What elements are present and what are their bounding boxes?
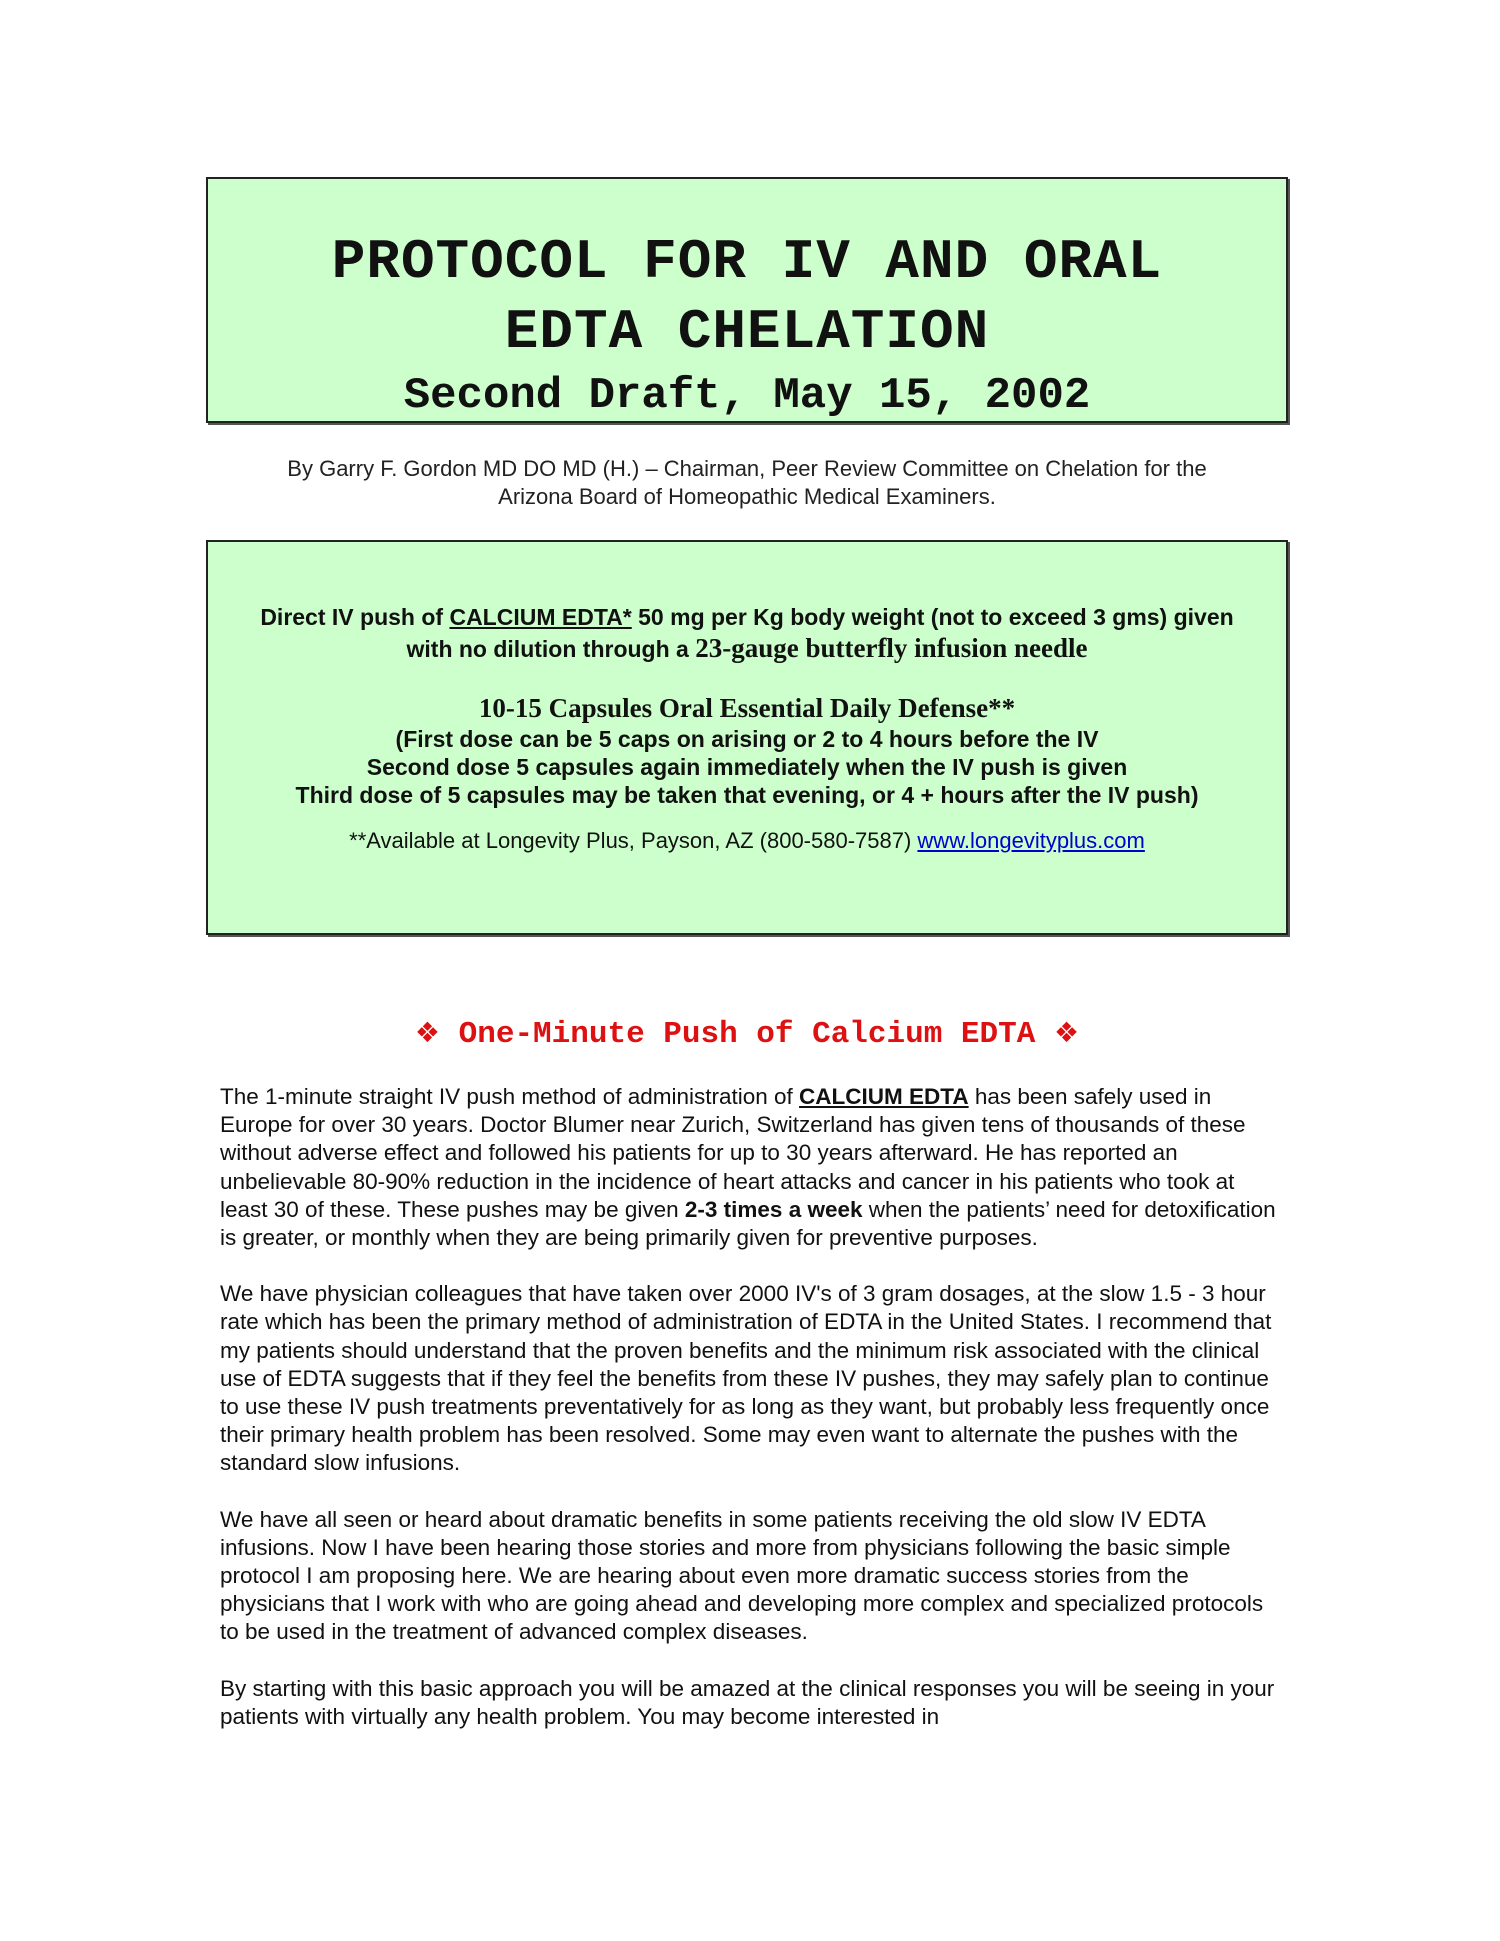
title-line-2: EDTA CHELATION bbox=[504, 300, 990, 364]
longevity-plus-link[interactable]: www.longevityplus.com bbox=[917, 828, 1145, 853]
body-text bbox=[220, 1083, 1282, 1759]
section-heading bbox=[206, 1013, 1288, 1055]
capsules-heading: 10-15 Capsules Oral Essential Daily Defense** bbox=[478, 693, 1016, 723]
dosage-box bbox=[206, 540, 1288, 935]
iv-push-prefix: Direct IV push of bbox=[260, 604, 450, 630]
paragraph-1-text-b: has been safely used in Europe for over 30 years. Doctor Blumer near Zurich, Switzerland has given tens of thousands of these without adverse effect and followed his patients for up to 30 years afterward. He has reported an unbelievable 80-90% reduction in the incidence of heart attacks and cancer in his patients who took at least 30 of these. These pushes may be given bbox=[220, 1084, 1246, 1222]
subtitle: Second Draft, May 15, 2002 bbox=[403, 371, 1091, 421]
capsule-line: (First dose can be 5 caps on arising or 2 to 4 hours before the IV bbox=[395, 726, 1099, 752]
needle-spec: 23-gauge butterfly infusion needle bbox=[695, 633, 1088, 663]
iv-push-dose: 50 mg per Kg body weight (not to exceed 3 gms) given bbox=[631, 604, 1234, 630]
availability-text: **Available at Longevity Plus, Payson, AZ (800-580-7587) bbox=[349, 828, 918, 853]
diamond-bullet-icon: ❖ bbox=[414, 1016, 441, 1049]
availability-note bbox=[208, 827, 1286, 855]
iv-push-line2: with no dilution through a bbox=[406, 636, 696, 662]
paragraph-2: We have physician colleagues that have taken over 2000 IV's of 3 gram dosages, at the slow 1.5 - 3 hour rate which has been the primary method of administration of EDTA in the United States. I recommend that my patients should understand that the proven benefits and the minimum risk associated with the clinical use of EDTA suggests that if they feel the benefits from these IV pushes, they may safely plan to continue to use these IV push treatments preventatively for as long as they want, but probably less frequently once their primary health problem has been resolved. Some may even want to alternate the pushes with the standard slow infusions. bbox=[220, 1281, 1272, 1476]
paragraph-1-text-c: when the patients’ need for detoxification is greater, or monthly when they are being primarily given for preventive purposes. bbox=[220, 1196, 1276, 1251]
capsule-line: Third dose of 5 capsules may be taken that evening, or 4 + hours after the IV push) bbox=[295, 782, 1199, 808]
byline-line-2: Arizona Board of Homeopathic Medical Examiners. bbox=[498, 484, 996, 509]
title-box bbox=[206, 177, 1288, 423]
paragraph-1-text-a: The 1-minute straight IV push method of administration of bbox=[220, 1084, 800, 1109]
capsule-line: Second dose 5 capsules again immediately when the IV push is given bbox=[366, 754, 1128, 780]
title-line-1: PROTOCOL FOR IV AND ORAL bbox=[331, 230, 1163, 294]
section-heading-text: One-Minute Push of Calcium EDTA bbox=[458, 1017, 1036, 1052]
calcium-edta-label: CALCIUM EDTA* bbox=[449, 604, 632, 630]
paragraph-1 bbox=[220, 1083, 1282, 1252]
paragraph-3: We have all seen or heard about dramatic benefits in some patients receiving the old slow IV EDTA infusions. Now I have been hearing those stories and more from physicians following the basic simple protocol I am proposing here. We are hearing about even more dramatic success stories from the physicians that I work with who are going ahead and developing more complex and specialized protocols to be used in the treatment of advanced complex diseases. bbox=[220, 1506, 1264, 1645]
byline-line-1: By Garry F. Gordon MD DO MD (H.) – Chairman, Peer Review Committee on Chelation for the bbox=[287, 456, 1207, 481]
paragraph-4: By starting with this basic approach you will be amazed at the clinical responses you will be seeing in your patients with virtually any health problem. You may become interested in bbox=[220, 1675, 1275, 1729]
diamond-bullet-icon: ❖ bbox=[1053, 1016, 1080, 1049]
iv-push-instructions bbox=[208, 602, 1286, 665]
byline bbox=[206, 455, 1288, 511]
calcium-edta-emphasis: CALCIUM EDTA bbox=[799, 1084, 969, 1109]
frequency-emphasis: 2-3 times a week bbox=[684, 1196, 863, 1222]
